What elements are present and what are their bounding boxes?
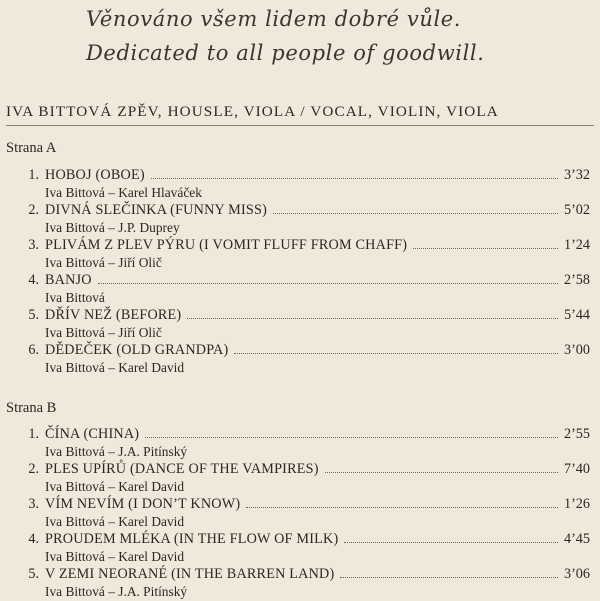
- dedication: [86, 2, 566, 70]
- track-authors: Iva Bittová – J.A. Pitínský: [45, 584, 188, 599]
- track-title-row: [6, 342, 590, 359]
- track-title: PROUDEM MLÉKA (IN THE FLOW OF MILK): [45, 531, 339, 547]
- track-duration: 3’06: [563, 566, 590, 582]
- dot-leader: [151, 178, 558, 179]
- track-duration: 5’44: [563, 307, 590, 323]
- track-number: 1.: [28, 426, 39, 442]
- track-item: [0, 496, 600, 531]
- track-authors: Iva Bittová – J.P. Duprey: [45, 220, 180, 235]
- track-authors: Iva Bittová – J.A. Pitínský: [45, 444, 188, 459]
- track-item: [0, 272, 600, 307]
- track-item: [0, 426, 600, 461]
- track-authors: Iva Bittová – Jiří Olič: [45, 325, 162, 340]
- track-authors: Iva Bittová – Karel Hlaváček: [45, 185, 202, 200]
- dot-leader: [344, 542, 558, 543]
- track-number: 4.: [28, 272, 39, 288]
- dedication-czech: Věnováno všem lidem dobré vůle.: [86, 7, 462, 31]
- dot-leader: [98, 283, 558, 284]
- track-duration: 1’26: [563, 496, 590, 512]
- track-title: DĚDEČEK (OLD GRANDPA): [45, 342, 229, 358]
- track-number: 6.: [28, 342, 39, 358]
- track-title: V ZEMI NEORANÉ (IN THE BARREN LAND): [45, 566, 335, 582]
- track-item: [0, 461, 600, 496]
- track-title: PLIVÁM Z PLEV PÝRU (I VOMIT FLUFF FROM CHAFF): [45, 237, 408, 253]
- track-title-row: [6, 202, 590, 219]
- track-number: 5.: [28, 307, 39, 323]
- track-authors: Iva Bittová – Karel David: [45, 549, 185, 564]
- performer-credits: IVA BITTOVÁ ZPĚV, HOUSLE, VIOLA / VOCAL, VIOLIN, VIOLA: [6, 103, 499, 120]
- track-title-row: [6, 461, 590, 478]
- track-item: [0, 342, 600, 377]
- track-item: [0, 237, 600, 272]
- track-number: 2.: [28, 461, 39, 477]
- side-a-tracklist: [0, 167, 600, 377]
- track-duration: 4’45: [563, 531, 590, 547]
- track-duration: 1’24: [563, 237, 590, 253]
- track-authors: Iva Bittová – Karel David: [45, 360, 185, 375]
- dot-leader: [234, 353, 558, 354]
- track-title-row: [6, 496, 590, 513]
- track-item: [0, 531, 600, 566]
- track-item: [0, 167, 600, 202]
- track-item: [0, 202, 600, 237]
- dot-leader: [340, 577, 558, 578]
- track-duration: 3’00: [563, 342, 590, 358]
- dot-leader: [273, 213, 558, 214]
- track-duration: 3’32: [563, 167, 590, 183]
- dot-leader: [145, 437, 558, 438]
- track-title: DIVNÁ SLEČINKA (FUNNY MISS): [45, 202, 268, 218]
- track-number: 3.: [28, 496, 39, 512]
- dot-leader: [325, 472, 558, 473]
- divider-line: [6, 125, 594, 126]
- track-number: 1.: [28, 167, 39, 183]
- track-title-row: [6, 307, 590, 324]
- dot-leader: [413, 248, 558, 249]
- track-item: [0, 307, 600, 342]
- track-duration: 7’40: [563, 461, 590, 477]
- track-authors: Iva Bittová: [45, 290, 105, 305]
- track-authors: Iva Bittová – Karel David: [45, 514, 185, 529]
- track-authors: Iva Bittová – Jiří Olič: [45, 255, 162, 270]
- dedication-english: Dedicated to all people of goodwill.: [86, 41, 485, 65]
- track-number: 5.: [28, 566, 39, 582]
- track-item: [0, 566, 600, 601]
- track-title: VÍM NEVÍM (I DON’T KNOW): [45, 496, 241, 512]
- track-title-row: [6, 531, 590, 548]
- track-title-row: [6, 237, 590, 254]
- side-b-tracklist: [0, 426, 600, 601]
- track-title: PLES UPÍRŮ (DANCE OF THE VAMPIRES): [45, 461, 319, 477]
- track-title-row: [6, 167, 590, 184]
- track-number: 3.: [28, 237, 39, 253]
- track-duration: 2’55: [563, 426, 590, 442]
- dot-leader: [187, 318, 558, 319]
- track-title: BANJO: [45, 272, 92, 288]
- track-title: HOBOJ (OBOE): [45, 167, 145, 183]
- track-number: 4.: [28, 531, 39, 547]
- track-duration: 2’58: [563, 272, 590, 288]
- dot-leader: [246, 507, 558, 508]
- track-title-row: [6, 566, 590, 583]
- track-number: 2.: [28, 202, 39, 218]
- track-authors: Iva Bittová – Karel David: [45, 479, 185, 494]
- track-title: DŘÍV NEŽ (BEFORE): [45, 307, 182, 323]
- side-b-label: Strana B: [6, 400, 57, 416]
- track-title-row: [6, 272, 590, 289]
- track-title-row: [6, 426, 590, 443]
- track-title: ČÍNA (CHINA): [45, 426, 140, 442]
- side-a-label: Strana A: [6, 140, 57, 156]
- track-duration: 5’02: [563, 202, 590, 218]
